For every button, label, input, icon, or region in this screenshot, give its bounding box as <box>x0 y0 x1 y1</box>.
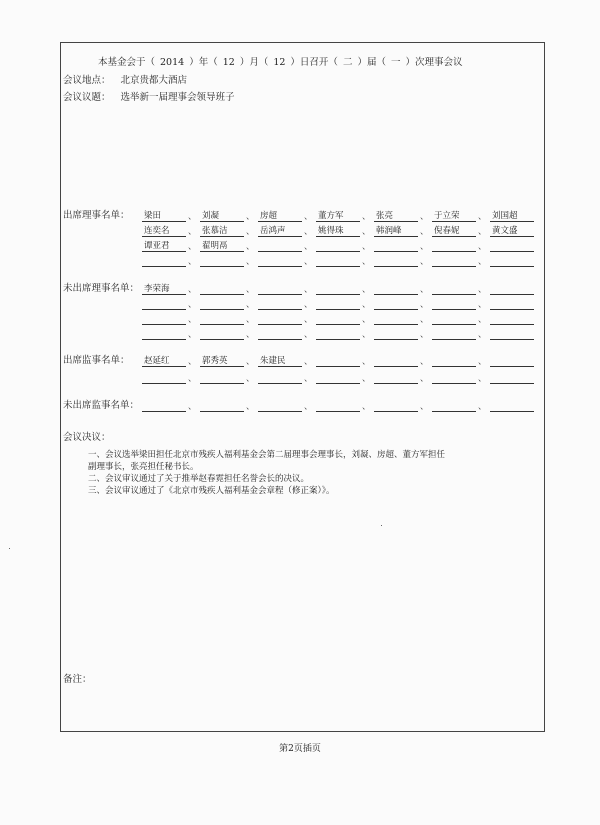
separator-comma: 、 <box>188 227 197 237</box>
header-text-5: ）届（ <box>357 57 386 68</box>
separator-comma: 、 <box>478 357 487 367</box>
member-name: 郭秀英 <box>202 356 228 366</box>
separator-comma: 、 <box>246 315 255 325</box>
separator-comma: 、 <box>420 330 429 340</box>
resolution-line-4: 三、会议审议通过了《北京市残疾人福利基金会章程（修正案）》。 <box>88 486 335 496</box>
name-blank <box>316 240 360 252</box>
member-name: 姚得珠 <box>318 226 344 236</box>
remarks-label: 备注： <box>63 674 92 685</box>
scan-speck <box>9 548 10 549</box>
separator-comma: 、 <box>362 330 371 340</box>
separator-comma: 、 <box>304 315 313 325</box>
name-blank <box>432 313 476 325</box>
separator-comma: 、 <box>246 242 255 252</box>
name-blank <box>490 255 534 267</box>
separator-comma: 、 <box>304 285 313 295</box>
agenda-value: 选举新一届理事会领导班子 <box>120 92 235 103</box>
name-blank <box>490 400 534 412</box>
name-blank <box>316 400 360 412</box>
resolution-line-2: 副理事长，张亮担任秘书长。 <box>88 462 199 472</box>
header-text-6: ）次理事会议 <box>405 57 463 68</box>
agenda-label: 会议议题： <box>63 92 111 103</box>
location-value: 北京贵都大酒店 <box>120 75 188 86</box>
separator-comma: 、 <box>246 330 255 340</box>
header-session: 二 <box>342 57 353 68</box>
separator-comma: 、 <box>362 257 371 267</box>
separator-comma: 、 <box>246 300 255 310</box>
name-blank <box>432 283 476 295</box>
separator-comma: 、 <box>188 330 197 340</box>
name-blank <box>432 255 476 267</box>
name-blank <box>200 298 244 310</box>
separator-comma: 、 <box>304 374 313 384</box>
member-name: 刘国超 <box>492 211 518 221</box>
separator-comma: 、 <box>304 242 313 252</box>
name-blank <box>258 298 302 310</box>
separator-comma: 、 <box>188 285 197 295</box>
name-blank <box>200 283 244 295</box>
form-frame <box>60 42 545 732</box>
name-blank <box>374 240 418 252</box>
separator-comma: 、 <box>420 357 429 367</box>
separator-comma: 、 <box>188 315 197 325</box>
header-month: 12 <box>222 57 235 68</box>
header-day: 12 <box>273 57 286 68</box>
separator-comma: 、 <box>420 257 429 267</box>
header-text-2: ）年（ <box>189 57 218 68</box>
name-blank <box>200 400 244 412</box>
resolutions-label: 会议决议： <box>63 432 111 443</box>
member-name: 张慕洁 <box>202 226 228 236</box>
name-blank <box>258 313 302 325</box>
name-blank <box>316 313 360 325</box>
member-name: 赵延红 <box>144 356 170 366</box>
name-blank <box>490 240 534 252</box>
name-blank <box>490 313 534 325</box>
agenda-row <box>63 92 235 104</box>
separator-comma: 、 <box>304 212 313 222</box>
name-blank <box>142 255 186 267</box>
present-directors-label: 出席理事名单： <box>63 210 130 221</box>
header-meeting-no: 一 <box>390 57 401 68</box>
name-blank <box>490 328 534 340</box>
member-name: 梁田 <box>144 211 162 221</box>
separator-comma: 、 <box>246 402 255 412</box>
name-blank <box>316 283 360 295</box>
name-blank <box>200 372 244 384</box>
name-blank <box>374 283 418 295</box>
resolution-line-1: 一、会议选举梁田担任北京市残疾人福利基金会第二届理事会理事长，刘凝、房超、董方军担任 <box>88 450 446 460</box>
separator-comma: 、 <box>420 285 429 295</box>
separator-comma: 、 <box>246 374 255 384</box>
present-supervisors-label: 出席监事名单： <box>63 355 130 366</box>
name-blank <box>374 400 418 412</box>
name-blank <box>432 298 476 310</box>
page-footer: 第2页插页 <box>279 744 321 754</box>
separator-comma: 、 <box>478 402 487 412</box>
name-blank <box>200 313 244 325</box>
separator-comma: 、 <box>188 402 197 412</box>
header-text-1: 本基金会于（ <box>98 57 156 68</box>
separator-comma: 、 <box>478 227 487 237</box>
name-blank <box>258 240 302 252</box>
name-blank <box>374 298 418 310</box>
name-blank <box>432 400 476 412</box>
separator-comma: 、 <box>304 300 313 310</box>
member-name: 岳鸿声 <box>260 226 286 236</box>
separator-comma: 、 <box>246 257 255 267</box>
name-blank <box>258 328 302 340</box>
name-blank <box>142 313 186 325</box>
separator-comma: 、 <box>362 357 371 367</box>
name-blank <box>142 328 186 340</box>
name-blank <box>200 328 244 340</box>
member-name: 于立荣 <box>434 211 460 221</box>
separator-comma: 、 <box>478 242 487 252</box>
separator-comma: 、 <box>420 242 429 252</box>
separator-comma: 、 <box>188 242 197 252</box>
separator-comma: 、 <box>478 300 487 310</box>
name-blank <box>432 372 476 384</box>
separator-comma: 、 <box>246 285 255 295</box>
member-name: 韩润峰 <box>376 226 402 236</box>
name-blank <box>374 355 418 367</box>
name-blank <box>374 313 418 325</box>
name-blank <box>432 355 476 367</box>
member-name: 黄文盛 <box>492 226 518 236</box>
name-blank <box>432 328 476 340</box>
separator-comma: 、 <box>362 242 371 252</box>
separator-comma: 、 <box>362 374 371 384</box>
separator-comma: 、 <box>188 357 197 367</box>
name-blank <box>374 372 418 384</box>
separator-comma: 、 <box>304 357 313 367</box>
separator-comma: 、 <box>304 402 313 412</box>
separator-comma: 、 <box>478 285 487 295</box>
separator-comma: 、 <box>246 357 255 367</box>
member-name: 朱建民 <box>260 356 286 366</box>
separator-comma: 、 <box>478 257 487 267</box>
name-blank <box>200 255 244 267</box>
absent-supervisors-label: 未出席监事名单： <box>63 400 140 411</box>
separator-comma: 、 <box>188 212 197 222</box>
name-blank <box>490 372 534 384</box>
separator-comma: 、 <box>246 227 255 237</box>
name-blank <box>316 255 360 267</box>
separator-comma: 、 <box>362 285 371 295</box>
member-name: 张亮 <box>376 211 394 221</box>
separator-comma: 、 <box>478 330 487 340</box>
name-blank <box>432 240 476 252</box>
separator-comma: 、 <box>420 300 429 310</box>
name-blank <box>258 283 302 295</box>
name-blank <box>490 298 534 310</box>
scan-speck <box>381 525 382 526</box>
member-name: 连奕名 <box>144 226 170 236</box>
name-blank <box>316 355 360 367</box>
header-year: 2014 <box>160 57 185 68</box>
member-name: 李荣海 <box>144 284 170 294</box>
separator-comma: 、 <box>420 212 429 222</box>
separator-comma: 、 <box>362 300 371 310</box>
separator-comma: 、 <box>304 227 313 237</box>
member-name: 谭亚君 <box>144 241 170 251</box>
separator-comma: 、 <box>420 402 429 412</box>
name-blank <box>374 328 418 340</box>
absent-directors-label: 未出席理事名单： <box>63 283 140 294</box>
member-name: 房超 <box>260 211 278 221</box>
separator-comma: 、 <box>420 227 429 237</box>
resolution-line-3: 二、会议审议通过了关于推举赵春霓担任名誉会长的决议。 <box>88 474 310 484</box>
header-text-4: ）日召开（ <box>290 57 338 68</box>
location-row <box>63 75 187 87</box>
name-blank <box>374 255 418 267</box>
separator-comma: 、 <box>304 330 313 340</box>
separator-comma: 、 <box>362 227 371 237</box>
name-blank <box>490 355 534 367</box>
separator-comma: 、 <box>478 212 487 222</box>
separator-comma: 、 <box>478 374 487 384</box>
name-blank <box>490 283 534 295</box>
name-blank <box>258 255 302 267</box>
member-name: 董方军 <box>318 211 344 221</box>
separator-comma: 、 <box>420 315 429 325</box>
separator-comma: 、 <box>304 257 313 267</box>
member-name: 翟明鬲 <box>202 241 228 251</box>
name-blank <box>316 298 360 310</box>
name-blank <box>316 372 360 384</box>
separator-comma: 、 <box>420 374 429 384</box>
separator-comma: 、 <box>188 257 197 267</box>
header-text-3: ）月（ <box>239 57 269 68</box>
member-name: 刘凝 <box>202 211 220 221</box>
separator-comma: 、 <box>362 402 371 412</box>
name-blank <box>258 400 302 412</box>
name-blank <box>316 328 360 340</box>
separator-comma: 、 <box>188 300 197 310</box>
name-blank <box>258 372 302 384</box>
name-blank <box>142 372 186 384</box>
meeting-header <box>98 57 463 69</box>
separator-comma: 、 <box>362 212 371 222</box>
location-label: 会议地点： <box>63 75 111 86</box>
name-blank <box>142 298 186 310</box>
separator-comma: 、 <box>188 374 197 384</box>
member-name: 倪春妮 <box>434 226 460 236</box>
separator-comma: 、 <box>478 315 487 325</box>
name-blank <box>142 400 186 412</box>
separator-comma: 、 <box>362 315 371 325</box>
separator-comma: 、 <box>246 212 255 222</box>
